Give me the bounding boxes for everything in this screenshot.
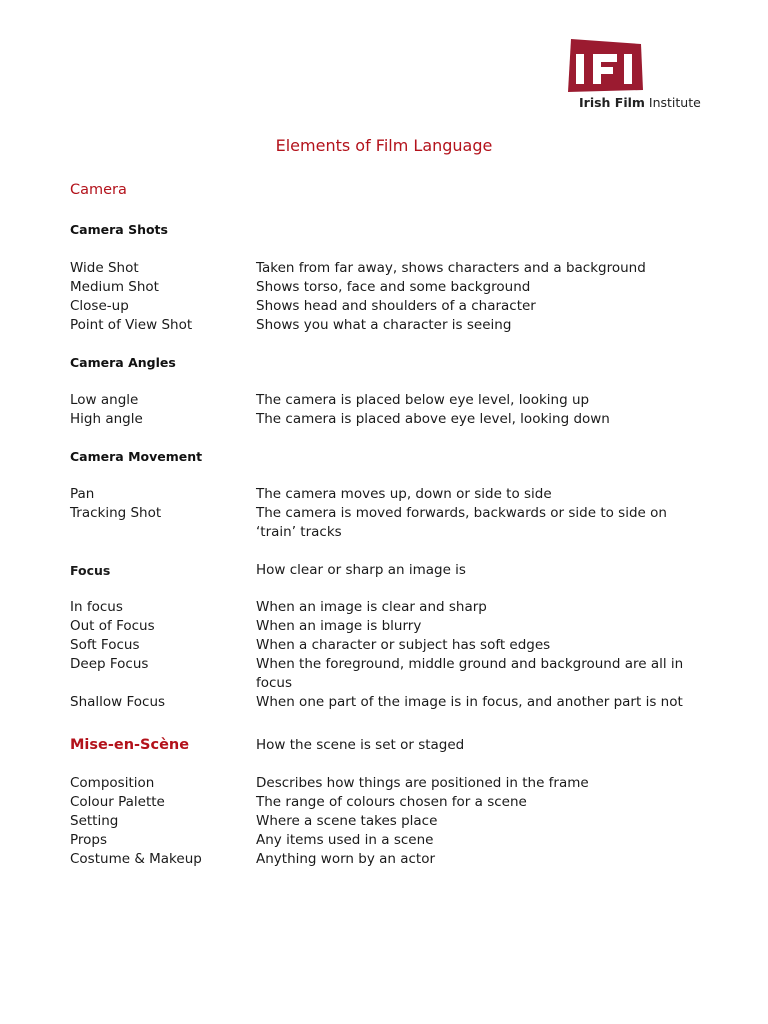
term: Medium Shot — [70, 279, 159, 295]
subheading-camera-shots: Camera Shots — [70, 222, 168, 237]
definition: Taken from far away, shows characters and a background — [256, 260, 646, 276]
term: Point of View Shot — [70, 317, 193, 333]
term: Out of Focus — [70, 618, 155, 634]
subheading-camera-movement: Camera Movement — [70, 449, 203, 464]
subheading-focus: Focus — [70, 563, 111, 578]
term: Setting — [70, 813, 119, 829]
definition: When an image is blurry — [256, 618, 422, 634]
term: Deep Focus — [70, 656, 149, 672]
term: Tracking Shot — [70, 505, 162, 521]
definition: When the foreground, middle ground and background are all in focus — [256, 656, 684, 691]
focus-description: How clear or sharp an image is — [256, 562, 466, 578]
page-title: Elements of Film Language — [275, 136, 493, 155]
term: Colour Palette — [70, 794, 165, 810]
term: Composition — [70, 775, 155, 791]
definition: When one part of the image is in focus, and another part is not — [256, 694, 683, 710]
logo-wordmark: Irish Film Institute — [579, 95, 701, 110]
term: Soft Focus — [70, 637, 140, 653]
term: Wide Shot — [70, 260, 139, 276]
definition: The camera moves up, down or side to side — [256, 486, 552, 502]
definition: Describes how things are positioned in the frame — [256, 775, 589, 791]
definition: Anything worn by an actor — [256, 851, 436, 867]
definition: Any items used in a scene — [256, 832, 434, 848]
definition: The camera is placed above eye level, looking down — [256, 411, 610, 427]
definition: When an image is clear and sharp — [256, 599, 487, 615]
term: Low angle — [70, 392, 139, 408]
term: Close-up — [70, 298, 129, 314]
section-heading-camera: Camera — [70, 182, 127, 198]
term: Costume & Makeup — [70, 851, 202, 867]
mise-en-scene-description: How the scene is set or staged — [256, 737, 465, 753]
term: Pan — [70, 486, 95, 502]
definition: When a character or subject has soft edges — [256, 637, 551, 653]
definition: Shows torso, face and some background — [256, 279, 531, 295]
definition: Shows you what a character is seeing — [256, 317, 512, 333]
definition: Where a scene takes place — [256, 813, 438, 829]
term: Props — [70, 832, 108, 848]
definition: The range of colours chosen for a scene — [256, 794, 527, 810]
section-heading-mise-en-scene: Mise-en-Scène — [70, 737, 190, 753]
term: Shallow Focus — [70, 694, 166, 710]
ifi-logo — [566, 36, 706, 116]
ifi-logo-mark — [566, 36, 646, 94]
term: In focus — [70, 599, 123, 615]
subheading-camera-angles: Camera Angles — [70, 355, 176, 370]
definition: The camera is placed below eye level, looking up — [256, 392, 590, 408]
definition: The camera is moved forwards, backwards or side to side on ‘train’ tracks — [256, 505, 667, 540]
definition: Shows head and shoulders of a character — [256, 298, 536, 314]
term: High angle — [70, 411, 143, 427]
